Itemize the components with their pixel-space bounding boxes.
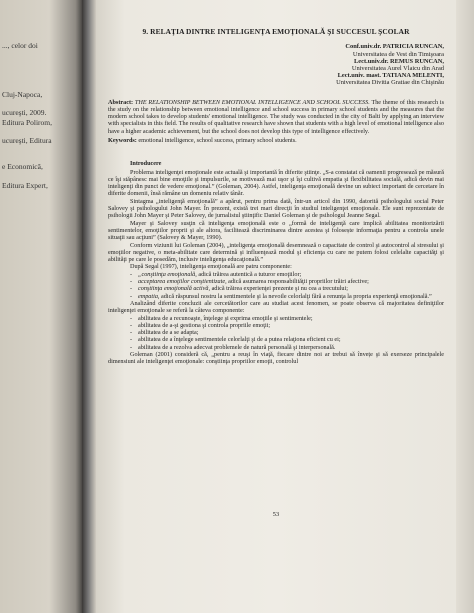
author-block <box>108 43 444 86</box>
component-text: adică trăirea autentică a tuturor emoţiilor; <box>198 270 302 278</box>
list-item: - abilitatea de a rezolva adecvat problemele de natură personală şi interpersonală. <box>138 344 444 351</box>
page-number: 53 <box>272 511 280 518</box>
author-name: Lect.univ. mast. TATIANA MELENTI, <box>337 72 444 80</box>
list-item <box>138 278 444 285</box>
paragraph: Analizând diferite concluzii ale cercetătorilor care au studiat acest fenomen, se poate observa că majoritatea definiţiilor inteligenţei emoţionale se referă la câteva componente: <box>108 299 444 315</box>
book-gutter <box>82 0 96 613</box>
left-page-fragment: e Economică, <box>2 162 43 171</box>
component-text: adică răspunsul nostru la sentimentele şi la nevoile celorlalţi fără a renunţa la propria experienţă emoţională.” <box>161 292 432 300</box>
segal-components-list <box>108 271 444 300</box>
author-affiliation: Universitatea Aurel Vlaicu din Arad <box>351 64 444 72</box>
list-item: - abilitatea de a-şi gestiona şi controla propriile emoţii; <box>138 322 444 329</box>
component-text: adică asumarea responsabilităţii propriilor trăiri afective; <box>228 278 369 286</box>
abstract-title: THE RELATIONSHIP BETWEEN EMOTIONAL INTELLIGENCE AND SCHOOL SUCCESS. <box>134 98 370 106</box>
component-term: „conştiinţa emoţională, <box>138 270 197 278</box>
abilities-list <box>108 315 444 351</box>
keywords-label: Keywords: <box>108 137 137 144</box>
list-item: - abilitatea de a se adapta; <box>138 329 444 336</box>
paragraph: Goleman (2001) consideră că, „pentru a reuşi în viaţă, fiecare dintre noi ar trebui să învețe şi să exerseze principalele dimensiuni ale inteligenţei emoţionale: conştiinţa propriilor emoţii, controlul <box>108 351 444 366</box>
list-item: - abilitatea de a recunoaşte, înţelege şi exprima emoţiile şi sentimentele; <box>138 315 444 322</box>
keywords <box>108 137 444 144</box>
author-name: Conf.univ.dr. PATRICIA RUNCAN, <box>345 43 444 51</box>
author-affiliation: Universitatea de Vest din Timişoara <box>352 50 444 58</box>
page-content <box>108 27 444 518</box>
document-page <box>96 0 456 613</box>
paragraph: Problema inteligenţei emoţionale este actuală şi importantă în diferite ştiinţe. „S-a constatat că oamenii progresează pe măsură ce îşi stăpânesc mai bine emoţiile şi impulsurile, se motivează mai uşor şi îşi cultivă empatia şi flexibilitatea socială, adică devin mai inteligenţi din punct de vedere emoţional.” (Goleman, 2004). Astfel, inteligenţa emoţională devine un subiect important de cercetare în diferite domenii, însă rămâne un domeniu relativ tânăr. <box>108 168 444 198</box>
list-item <box>138 293 444 300</box>
author-affiliation: Universitatea Divitia Gratiae din Chişinău <box>336 79 444 87</box>
left-page-fragment: ucureşti, Editura <box>2 136 52 145</box>
list-item <box>138 285 444 292</box>
list-item: - abilitatea de a înţelege sentimentele celorlalţi şi de a putea relaţiona eficient cu ei; <box>138 336 444 343</box>
paragraph: Mayer şi Salovey susţin că inteligenţa emoţională este o „formă de inteligenţă care implică abilitatea monitorizării sentimentelor, emoţiilor proprii şi ale altora, facilitează discriminarea dintre acestea şi folosește informaţia pentru a controla unele situaţii sau acţiuni” (Salovey & Mayer, 1990). <box>108 219 444 242</box>
left-page-fragment: Editura Polirom, <box>2 118 52 127</box>
keywords-text: emotional intelligence, school success, primary school students. <box>138 137 297 144</box>
paragraph: Conform viziunii lui Goleman (2004), „inteligenţa emoţională desemnează o capacitate de control şi autocontrol al stresului şi emoţiilor negative, o meta-abilitate care determină şi influenţează modul şi eficienţa cu care ne putem folosi celelalte capacităţi şi abilităţi pe care le posedăm, inclusiv inteligenţa educaţională.” <box>108 241 444 264</box>
left-page-fragment: ..., celor doi <box>2 41 38 50</box>
component-term: acceptarea emoţiilor conştientizate, <box>138 278 227 286</box>
author-name: Lect.univ.dr. REMUS RUNCAN, <box>354 57 444 65</box>
list-item <box>138 271 444 278</box>
page-edge <box>456 0 474 613</box>
component-term: empatia, <box>138 292 160 300</box>
component-text: adică trăirea experienţei prezente şi nu cea a trecutului; <box>211 285 348 293</box>
paragraph: După Segal (1997), inteligenţa emoţională are patru componente: <box>130 263 292 271</box>
article-title: 9. RELAŢIA DINTRE INTELIGENŢA EMOŢIONALĂ ŞI SUCCESUL ŞCOLAR <box>142 27 410 36</box>
left-page-fragment: Cluj-Napoca, <box>2 90 43 99</box>
section-heading: Introducere <box>130 160 162 168</box>
left-page-fragment: Editura Expert, <box>2 181 48 190</box>
component-term: conştiinţa emoţională activă, <box>138 285 211 293</box>
adjacent-page-strip <box>0 0 82 613</box>
abstract-text: The theme of this research is the study on the relationship between emotional intelligence and school success in primary school students and the measures that the modern school takes to develop students' emotional intelligence. The study was conducted in the city of Balti by applying an interview with specialists in this field. The results of qualitative research have shown that students with a high level of emotional intelligence also have a higher academic achievement, but the school does not develop this type of intelligence effectively. <box>108 98 444 135</box>
abstract-label: Abstract: <box>108 98 134 106</box>
abstract <box>108 99 444 135</box>
paragraph: Sintagma „inteligenţă emoţională” a apărut, pentru prima dată, într-un articol din 1990, datorită psihologului social Peter Salovey şi psihologului John Mayer. În prezent, există trei mari direcţii în studiul inteligenţei emoţionale. Ele sunt reprezentate de psihologii John Mayer şi Peter Salovey, de jurnalistul ştiinţific Daniel Goleman şi de psihologul Jeanne Segal. <box>108 197 444 220</box>
left-page-fragment: ucureşti, 2009. <box>2 108 47 117</box>
